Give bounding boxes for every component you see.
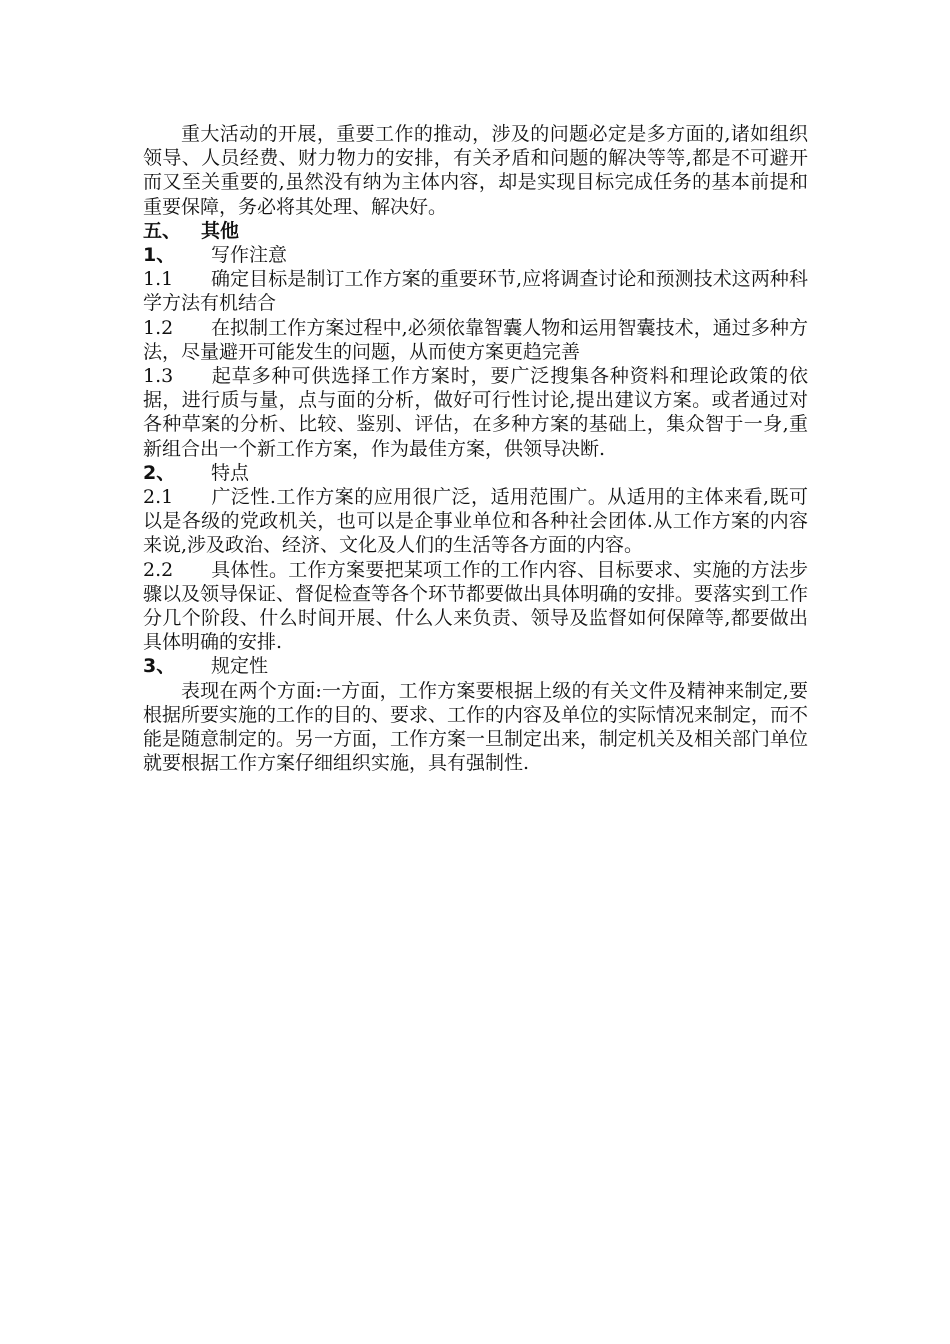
section-number: 五、: [143, 219, 182, 242]
item-text: 在拟制工作方案过程中,必须依靠智囊人物和运用智囊技术，通过多种方法，尽量避开可能发生的问题，从而使方案更趋完善: [143, 316, 808, 363]
item-number: 1.3: [143, 365, 174, 388]
section-heading: [143, 219, 808, 243]
numbered-item: [143, 485, 808, 558]
numbered-item: [143, 558, 808, 655]
item-number: 2.2: [143, 558, 174, 581]
subsection-title: 写作注意: [211, 244, 288, 267]
numbered-item: [143, 267, 808, 315]
subsection-paragraph: 表现在两个方面:一方面，工作方案要根据上级的有关文件及精神来制定,要根据所要实施的工作的目的、要求、工作的内容及单位的实际情况来制定，而不能是随意制定的。另一方面，工作方案一旦制定出来，制定机关及相关部门单位就要根据工作方案仔细组织实施，具有强制性.: [143, 679, 809, 775]
item-text: 具体性。工作方案要把某项工作的工作内容、目标要求、实施的方法步骤以及领导保证、督促检查等各个环节都要做出具体明确的安排。要落实到工作分几个阶段、什么时间开展、什么人来负责、领导及监督如何保障等,都要做出具体明确的安排.: [143, 558, 809, 654]
subsection-number: 3、: [143, 655, 176, 678]
subsection-number: 1、: [143, 244, 176, 267]
numbered-item: [143, 364, 808, 461]
subsection-title: 特点: [211, 461, 250, 484]
item-number: 2.1: [143, 486, 174, 509]
numbered-item: [143, 316, 808, 364]
intro-paragraph: 重大活动的开展，重要工作的推动，涉及的问题必定是多方面的,诸如组织领导、人员经费、财力物力的安排，有关矛盾和问题的解决等等,都是不可避开而又至关重要的,虽然没有纳为主体内容，却是实现目标完成任务的基本前提和重要保障，务必将其处理、解决好。: [143, 123, 808, 218]
item-text: 起草多种可供选择工作方案时，要广泛搜集各种资料和理论政策的依据，进行质与量，点与面的分析，做好可行性讨论,提出建议方案。或者通过对各种草案的分析、比较、鉴别、评估，在多种方案的基础上，集众智于一身,重新组合出一个新工作方案，作为最佳方案，供领导决断.: [143, 365, 808, 460]
section-title: 其他: [201, 219, 240, 242]
item-number: 1.1: [143, 268, 174, 291]
item-text: 广泛性.工作方案的应用很广泛，适用范围广。从适用的主体来看,既可以是各级的党政机关，也可以是企事业单位和各种社会团体.从工作方案的内容来说,涉及政治、经济、文化及人们的生活等各方面的内容。: [143, 486, 808, 557]
subsection-heading: [143, 243, 808, 267]
document-body: [143, 122, 808, 775]
item-number: 1.2: [143, 316, 174, 339]
subsection-title: 规定性: [211, 655, 269, 678]
item-text: 确定目标是制订工作方案的重要环节,应将调查讨论和预测技术这两种科学方法有机结合: [143, 268, 808, 315]
subsection-heading: [143, 461, 808, 485]
subsection-heading: [143, 654, 808, 678]
subsection-number: 2、: [143, 461, 176, 484]
